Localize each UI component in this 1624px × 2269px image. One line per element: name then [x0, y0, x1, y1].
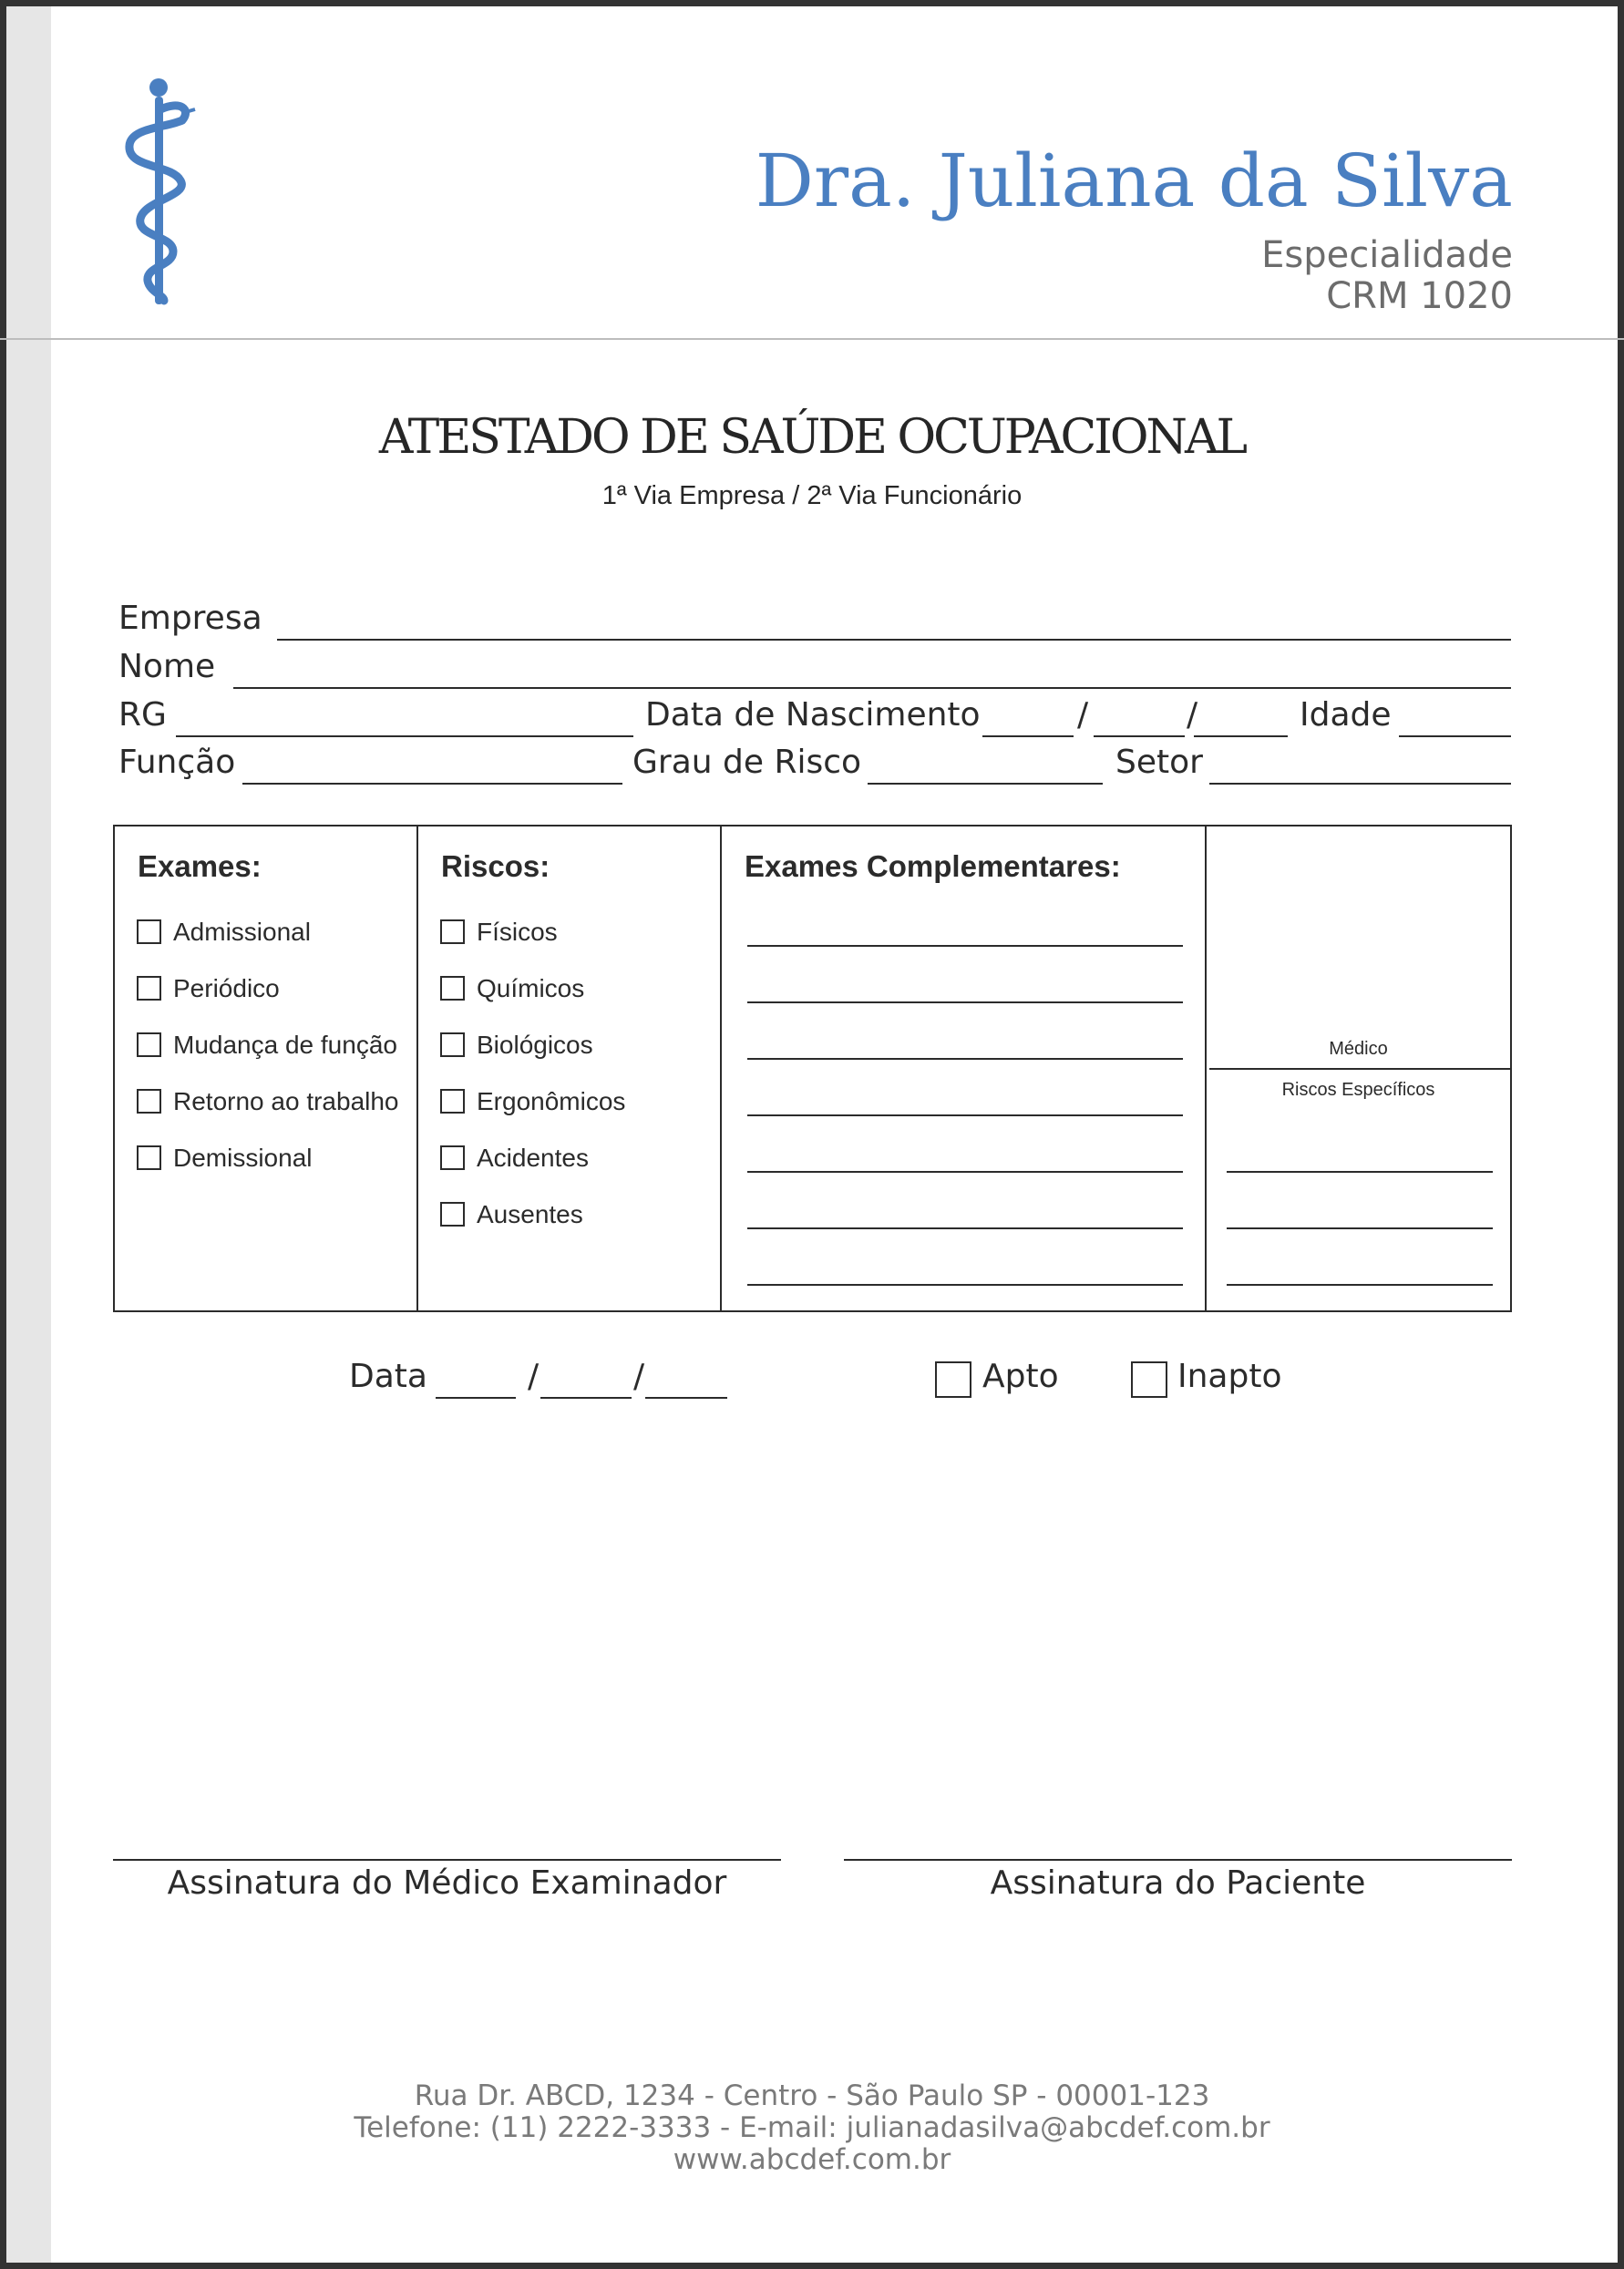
nascimento-month-line[interactable]: [1094, 735, 1185, 737]
complementar-line[interactable]: [747, 1171, 1183, 1173]
nome-label: Nome: [118, 648, 216, 685]
checkbox-label: Retorno ao trabalho: [173, 1087, 399, 1115]
checkbox[interactable]: [137, 976, 161, 1001]
exames-header: Exames:: [138, 849, 262, 883]
footer-address: Rua Dr. ABCD, 1234 - Centro - São Paulo SP - 00001-123: [414, 2079, 1210, 2112]
inapto-checkbox[interactable]: [1131, 1361, 1167, 1398]
grau-risco-label: Grau de Risco: [632, 744, 862, 781]
medico-divider: [1209, 1068, 1510, 1070]
header-divider: [0, 338, 1624, 340]
apto-label: Apto: [982, 1358, 1059, 1395]
doctor-name: Dra. Juliana da Silva: [755, 139, 1513, 223]
checkbox[interactable]: [137, 919, 161, 944]
empresa-label: Empresa: [118, 600, 262, 637]
exam-table: [113, 825, 1512, 1312]
empresa-input-line[interactable]: [277, 639, 1511, 641]
checkbox[interactable]: [137, 1032, 161, 1057]
nome-input-line[interactable]: [233, 687, 1511, 689]
riscos-especificos-label: Riscos Específicos: [1281, 1080, 1435, 1100]
risco-especifico-line[interactable]: [1227, 1284, 1493, 1286]
complementar-line[interactable]: [747, 945, 1183, 947]
date-slash: /: [633, 1358, 645, 1395]
doctor-crm: CRM 1020: [1326, 275, 1513, 317]
date-slash: /: [1077, 696, 1089, 734]
complementar-line[interactable]: [747, 1227, 1183, 1229]
inapto-label: Inapto: [1177, 1358, 1282, 1395]
exam-date-row: [349, 1358, 750, 1403]
nascimento-day-line[interactable]: [982, 735, 1074, 737]
rg-input-line[interactable]: [176, 735, 633, 737]
column-divider: [720, 826, 722, 1310]
exam-day-line[interactable]: [436, 1397, 516, 1399]
checkbox[interactable]: [440, 1089, 465, 1114]
rg-label: RG: [118, 696, 167, 734]
checkbox-label: Biológicos: [477, 1031, 593, 1059]
funcao-label: Função: [118, 744, 236, 781]
nascimento-year-line[interactable]: [1194, 735, 1288, 737]
risco-especifico-line[interactable]: [1227, 1171, 1493, 1173]
checkbox[interactable]: [440, 976, 465, 1001]
checkbox[interactable]: [440, 919, 465, 944]
idade-input-line[interactable]: [1399, 735, 1511, 737]
apto-checkbox[interactable]: [935, 1361, 971, 1398]
medico-label: Médico: [1329, 1039, 1388, 1059]
paciente-signature-label: Assinatura do Paciente: [990, 1864, 1366, 1902]
checkbox-label: Ergonômicos: [477, 1087, 626, 1115]
checkbox-label: Mudança de função: [173, 1031, 397, 1059]
checkbox-label: Ausentes: [477, 1200, 583, 1228]
doctor-specialty: Especialidade: [1261, 234, 1513, 276]
field-rg-row: [118, 696, 1511, 742]
medico-signature-label: Assinatura do Médico Examinador: [167, 1864, 727, 1902]
checkbox-label: Admissional: [173, 918, 311, 946]
checkbox-label: Químicos: [477, 974, 585, 1002]
medico-signature-line[interactable]: [113, 1859, 781, 1861]
complementar-line[interactable]: [747, 1001, 1183, 1003]
complementar-line[interactable]: [747, 1058, 1183, 1060]
checkbox[interactable]: [137, 1089, 161, 1114]
grau-risco-input-line[interactable]: [868, 783, 1103, 785]
checkbox[interactable]: [440, 1032, 465, 1057]
date-slash: /: [1187, 696, 1198, 734]
checkbox[interactable]: [440, 1202, 465, 1227]
field-nome: [118, 648, 1511, 693]
document-title: ATESTADO DE SAÚDE OCUPACIONAL: [378, 410, 1246, 465]
paciente-signature-line[interactable]: [844, 1859, 1512, 1861]
checkbox[interactable]: [137, 1145, 161, 1170]
checkbox-label: Periódico: [173, 974, 280, 1002]
exam-month-line[interactable]: [540, 1397, 632, 1399]
checkbox-label: Acidentes: [477, 1144, 589, 1172]
rod-of-asclepius-icon: [117, 73, 199, 310]
idade-label: Idade: [1300, 696, 1392, 734]
column-divider: [1205, 826, 1207, 1310]
exam-year-line[interactable]: [645, 1397, 727, 1399]
riscos-header: Riscos:: [441, 849, 550, 883]
footer-website[interactable]: www.abcdef.com.br: [673, 2143, 951, 2176]
data-label: Data: [349, 1358, 427, 1395]
complementar-line[interactable]: [747, 1114, 1183, 1116]
date-slash: /: [528, 1358, 540, 1395]
complementar-line[interactable]: [747, 1284, 1183, 1286]
checkbox-label: Físicos: [477, 918, 558, 946]
column-divider: [416, 826, 418, 1310]
footer-contact: Telefone: (11) 2222-3333 - E-mail: julianadasilva@abcdef.com.br: [354, 2111, 1270, 2144]
data-nascimento-label: Data de Nascimento: [645, 696, 981, 734]
risco-especifico-line[interactable]: [1227, 1227, 1493, 1229]
funcao-input-line[interactable]: [242, 783, 622, 785]
setor-label: Setor: [1115, 744, 1203, 781]
complementares-header: Exames Complementares:: [745, 849, 1121, 883]
field-empresa: [118, 600, 1511, 645]
field-funcao-row: [118, 744, 1511, 789]
checkbox[interactable]: [440, 1145, 465, 1170]
checkbox-label: Demissional: [173, 1144, 313, 1172]
document-subtitle: 1ª Via Empresa / 2ª Via Funcionário: [601, 481, 1023, 510]
setor-input-line[interactable]: [1209, 783, 1511, 785]
